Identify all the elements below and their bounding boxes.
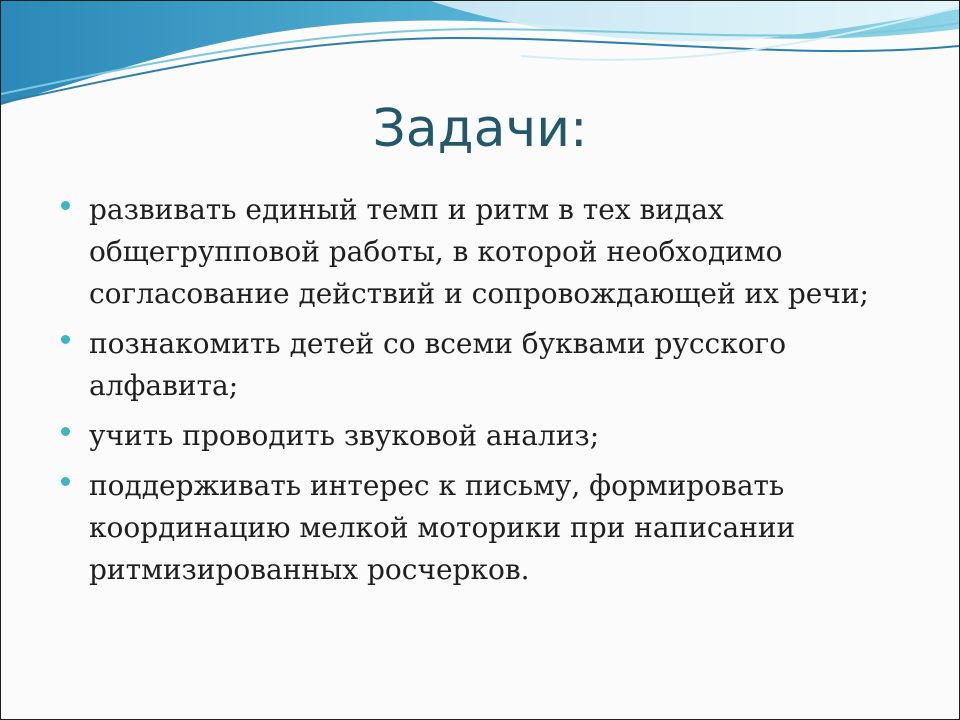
bullet-icon [61, 335, 70, 344]
bullet-icon [61, 427, 70, 436]
task-text: развивать единый темп и ритм в тех видах общегрупповой работы, в которой необходимо согласование действий и сопровождающей их речи; [89, 193, 869, 310]
task-list-item [61, 415, 881, 457]
slide-title: Задачи: [372, 99, 588, 159]
task-text: учить проводить звуковой анализ; [89, 419, 600, 452]
task-text: поддерживать интерес к письму, формировать координацию мелкой моторики при написании ритмизированных росчерков. [89, 469, 796, 586]
task-list [61, 189, 881, 599]
bullet-icon [61, 477, 70, 486]
bullet-icon [61, 201, 70, 210]
task-text: познакомить детей со всеми буквами русского алфавита; [89, 327, 787, 402]
task-list-item [61, 323, 881, 407]
task-list-item [61, 189, 881, 315]
task-list-item [61, 465, 881, 591]
